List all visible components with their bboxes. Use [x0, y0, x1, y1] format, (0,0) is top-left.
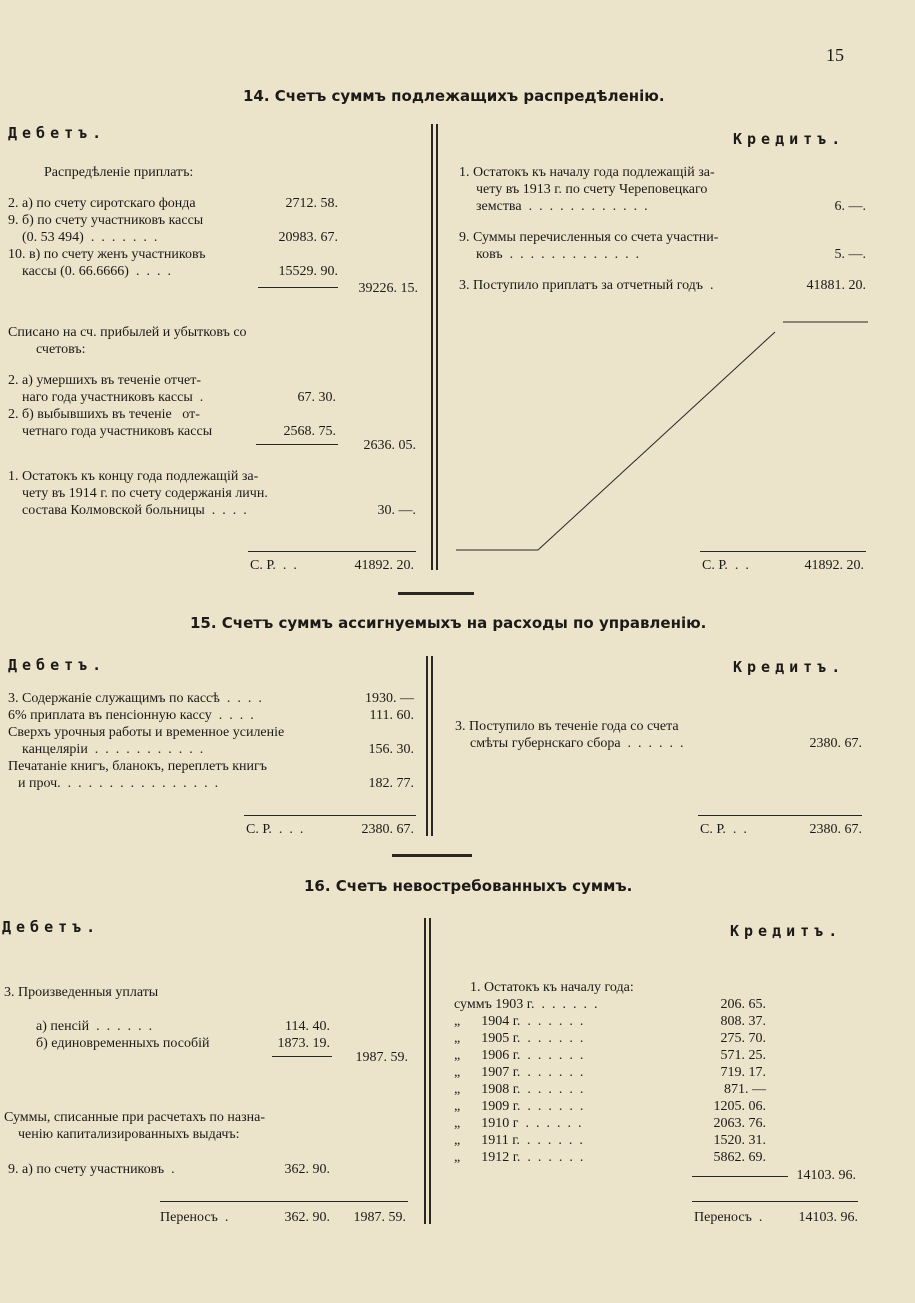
s14-debit-item: кассы (0. 66.6666) . . . . — [22, 264, 171, 279]
s14-credit-total: 41892. 20. — [804, 558, 864, 573]
s16-credit-label: Кредитъ. — [730, 922, 843, 940]
s15-debit-label: Дебетъ. — [8, 656, 107, 674]
s16-debit-carry-total: 1987. 59. — [353, 1210, 406, 1225]
s14-debit-item: 10. в) по счету женъ участниковъ — [8, 247, 206, 262]
s16-debit-subtotal: 1987. 59. — [355, 1050, 408, 1065]
s15-divider-inner — [431, 656, 433, 836]
s15-debit-item: 6% приплата въ пенсіонную кассу . . . . — [8, 708, 254, 723]
page-number: 15 — [826, 45, 844, 65]
s14-debit-item: Списано на сч. прибылей и убытковъ со — [8, 325, 247, 340]
s16-debit-value: 362. 90. — [284, 1162, 330, 1177]
s14-debit-value: 67. 30. — [297, 390, 336, 405]
s14-debit-value: 30. —. — [377, 503, 416, 518]
s15-debit-item: канцеляріи . . . . . . . . . . . — [22, 742, 204, 757]
s14-debit-total: 41892. 20. — [354, 558, 414, 573]
s16-credit-carry-value: 14103. 96. — [798, 1210, 858, 1225]
s14-debit-value: 2568. 75. — [283, 424, 336, 439]
s15-debit-value: 1930. — — [365, 691, 414, 706]
s16-credit-row-label: „ 1906 г. . . . . . . — [454, 1048, 584, 1063]
s16-credit-row-label: „ 1912 г. . . . . . . — [454, 1150, 584, 1165]
s15-credit-item: 3. Поступило въ теченіе года со счета — [455, 719, 679, 734]
s15-debit-item: Печатаніе книгъ, бланокъ, переплетъ книгъ — [8, 759, 267, 774]
s15-debit-value: 111. 60. — [369, 708, 414, 723]
s16-debit-label: Дебетъ. — [2, 918, 101, 936]
s15-debit-item: 3. Содержаніе служащимъ по кассѣ . . . . — [8, 691, 262, 706]
rule — [692, 1201, 858, 1202]
s15-credit-total-label: С. Р. . . — [700, 822, 747, 837]
rule — [160, 1201, 408, 1202]
s16-divider — [424, 918, 426, 1224]
s16-credit-row-value: 719. 17. — [720, 1065, 766, 1080]
s14-debit-item: счетовъ: — [36, 342, 86, 357]
s14-credit-item: 1. Остатокъ къ началу года подлежащій за- — [459, 165, 715, 180]
s14-debit-item: 2. а) умершихъ въ теченіе отчет- — [8, 373, 202, 388]
s14-divider-inner — [436, 124, 438, 570]
s16-credit-row-label: „ 1907 г. . . . . . . — [454, 1065, 584, 1080]
s15-debit-total: 2380. 67. — [361, 822, 414, 837]
s16-credit-row-value: 871. — — [724, 1082, 766, 1097]
s14-debit-item: состава Колмовской больницы . . . . — [22, 503, 247, 518]
section-separator — [398, 592, 474, 595]
s16-credit-row-value: 1520. 31. — [713, 1133, 766, 1148]
s16-debit-item: Суммы, списанные при расчетахъ по назна- — [4, 1110, 266, 1125]
s15-debit-value: 182. 77. — [368, 776, 414, 791]
s15-credit-label: Кредитъ. — [733, 658, 846, 676]
section-separator — [392, 854, 472, 857]
section-15-title: 15. Счетъ суммъ ассигнуемыхъ на расходы по управленію. — [190, 614, 707, 632]
s14-divider — [431, 124, 433, 570]
s16-credit-row-value: 2063. 76. — [713, 1116, 766, 1131]
s14-debit-item: четнаго года участниковъ кассы — [22, 424, 213, 439]
s16-credit-row-value: 571. 25. — [720, 1048, 766, 1063]
s16-debit-item: б) единовременныхъ пособій — [36, 1036, 210, 1051]
s14-debit-item: 9. б) по счету участниковъ кассы — [8, 213, 204, 228]
s16-debit-value: 114. 40. — [285, 1019, 330, 1034]
s15-credit-item: смѣты губернскаго сбора . . . . . . — [470, 736, 684, 751]
section-16-title: 16. Счетъ невостребованныхъ суммъ. — [304, 877, 633, 895]
s14-debit-item: 2. а) по счету сиротскаго фонда — [8, 196, 196, 211]
s14-debit-item: наго года участниковъ кассы . — [22, 390, 204, 405]
s16-credit-row-value: 275. 70. — [720, 1031, 766, 1046]
s14-debit-item: 1. Остатокъ къ концу года подлежащій за- — [8, 469, 259, 484]
s16-credit-row-label: „ 1905 г. . . . . . . — [454, 1031, 584, 1046]
s14-credit-cancel-line — [450, 310, 870, 560]
s14-debit-value: 2712. 58. — [285, 196, 338, 211]
s16-divider-inner — [429, 918, 431, 1224]
s16-credit-row-label: „ 1909 г. . . . . . . — [454, 1099, 584, 1114]
s14-credit-item: земства . . . . . . . . . . . . — [476, 199, 648, 214]
s16-credit-sum: 14103. 96. — [796, 1168, 856, 1183]
s14-credit-total-label: С. Р. . . — [702, 558, 749, 573]
s14-debit-total-label: С. Р. . . — [250, 558, 297, 573]
s16-debit-value: 1873. 19. — [277, 1036, 330, 1051]
s16-debit-carry-label: Переносъ . — [160, 1210, 229, 1225]
s14-debit-subtotal: 39226. 15. — [358, 281, 418, 296]
s14-credit-value: 41881. 20. — [806, 278, 866, 293]
s14-debit-item: чету въ 1914 г. по счету содержанія личн. — [22, 486, 268, 501]
s14-debit-value: 15529. 90. — [278, 264, 338, 279]
s14-credit-value: 6. —. — [834, 199, 866, 214]
s16-credit-row-value: 1205. 06. — [713, 1099, 766, 1114]
s14-debit-item: (0. 53 494) . . . . . . . — [22, 230, 158, 245]
s15-debit-value: 156. 30. — [368, 742, 414, 757]
s14-credit-item: 9. Суммы перечисленныя со счета участни- — [459, 230, 719, 245]
s16-credit-row-label: „ 1910 г . . . . . . — [454, 1116, 582, 1131]
s16-credit-row-value: 5862. 69. — [713, 1150, 766, 1165]
s14-credit-value: 5. —. — [834, 247, 866, 262]
s15-debit-total-label: С. Р. . . . — [246, 822, 304, 837]
s14-debit-heading: Распредѣленіе приплатъ: — [44, 165, 194, 180]
section-14-title: 14. Счетъ суммъ подлежащихъ распредѣленію. — [243, 87, 665, 105]
s16-debit-item: 9. а) по счету участниковъ . — [8, 1162, 175, 1177]
s15-credit-total: 2380. 67. — [809, 822, 862, 837]
s16-credit-row-label: „ 1911 г. . . . . . . — [454, 1133, 583, 1148]
s16-credit-row-label: „ 1908 г. . . . . . . — [454, 1082, 584, 1097]
rule — [698, 815, 862, 816]
s16-credit-row-label: суммъ 1903 г. . . . . . . — [454, 997, 598, 1012]
s16-credit-head: 1. Остатокъ къ началу года: — [470, 980, 634, 995]
s15-divider — [426, 656, 428, 836]
s16-credit-row-value: 808. 37. — [720, 1014, 766, 1029]
s16-debit-carry-value: 362. 90. — [284, 1210, 330, 1225]
rule — [258, 287, 338, 288]
s16-debit-item: а) пенсій . . . . . . — [36, 1019, 153, 1034]
s14-credit-item: 3. Поступило приплатъ за отчетный годъ . — [459, 278, 714, 293]
s14-debit-item: 2. б) выбывшихъ въ теченіе от- — [8, 407, 200, 422]
s16-credit-carry-label: Переносъ . — [694, 1210, 763, 1225]
s16-credit-row-value: 206. 65. — [720, 997, 766, 1012]
s16-credit-row-label: „ 1904 г. . . . . . . — [454, 1014, 584, 1029]
rule — [700, 551, 866, 552]
s16-debit-item: 3. Произведенныя уплаты — [4, 985, 159, 1000]
s14-credit-item: ковъ . . . . . . . . . . . . . — [476, 247, 640, 262]
s15-debit-item: Сверхъ урочныя работы и временное усиленіе — [8, 725, 285, 740]
s16-debit-item: ченію капитализированныхъ выдачъ: — [18, 1127, 240, 1142]
s14-debit-subtotal: 2636. 05. — [363, 438, 416, 453]
s15-debit-item: и проч. . . . . . . . . . . . . . . . — [18, 776, 219, 791]
rule — [244, 815, 416, 816]
rule — [248, 551, 416, 552]
s14-debit-label: Дебетъ. — [8, 124, 107, 142]
rule — [256, 444, 338, 445]
s15-credit-value: 2380. 67. — [809, 736, 862, 751]
s14-credit-item: чету въ 1913 г. по счету Череповецкаго — [476, 182, 708, 197]
s14-credit-label: Кредитъ. — [733, 130, 846, 148]
s14-debit-value: 20983. 67. — [278, 230, 338, 245]
